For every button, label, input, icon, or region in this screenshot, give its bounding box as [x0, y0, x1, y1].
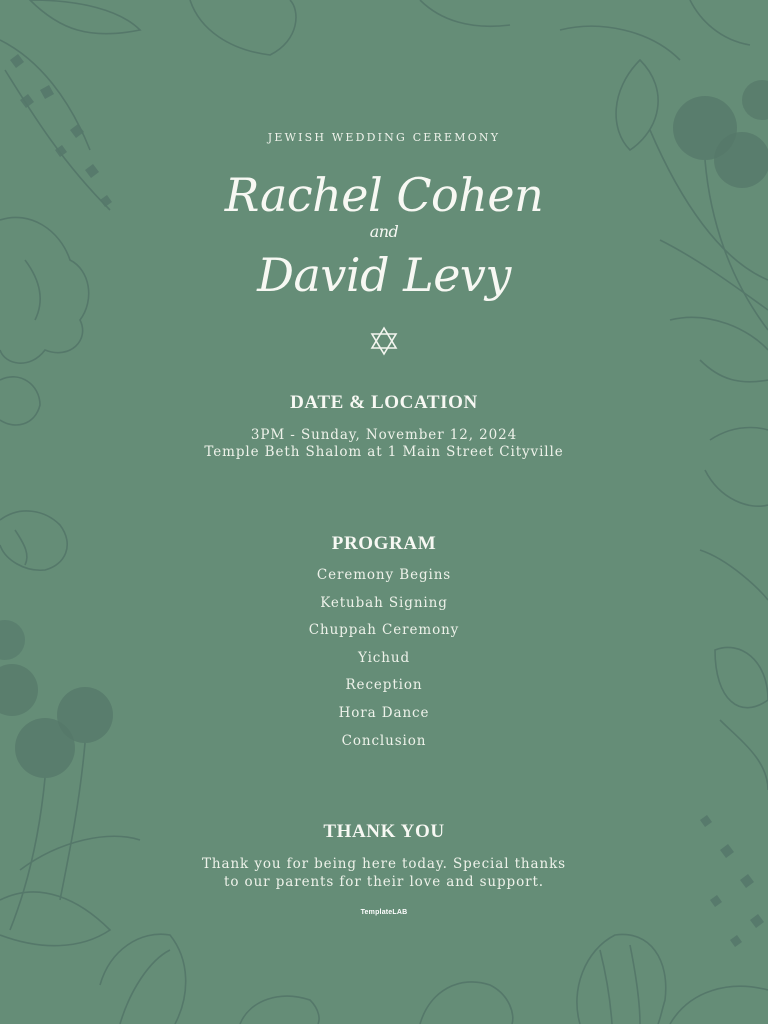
star-of-david-icon	[369, 326, 399, 356]
program-item: Chuppah Ceremony	[308, 622, 460, 639]
event-datetime: 3PM - Sunday, November 12, 2024	[250, 427, 518, 443]
program-item: Yichud	[358, 649, 410, 666]
program-list	[0, 567, 768, 760]
event-location: Temple Beth Shalom at 1 Main Street Cityville	[204, 444, 564, 460]
ceremony-eyebrow: JEWISH WEDDING CEREMONY	[267, 131, 501, 144]
conjunction-and: and	[369, 222, 399, 241]
program-item: Hora Dance	[338, 704, 430, 721]
date-location-heading: DATE & LOCATION	[290, 392, 478, 413]
thank-you-line-1: Thank you for being here today. Special thanks	[202, 856, 566, 872]
thank-you-heading: THANK YOU	[323, 821, 445, 842]
program-item: Conclusion	[341, 732, 427, 749]
groom-name: David Levy	[257, 248, 511, 302]
program-item: Reception	[345, 677, 423, 694]
bride-name: Rachel Cohen	[224, 168, 544, 222]
brand-logo-text: TemplateLAB	[360, 909, 408, 916]
program-item: Ketubah Signing	[320, 594, 448, 611]
program-heading: PROGRAM	[331, 533, 437, 554]
program-item: Ceremony Begins	[316, 567, 452, 583]
thank-you-line-2: to our parents for their love and support.	[224, 874, 544, 890]
